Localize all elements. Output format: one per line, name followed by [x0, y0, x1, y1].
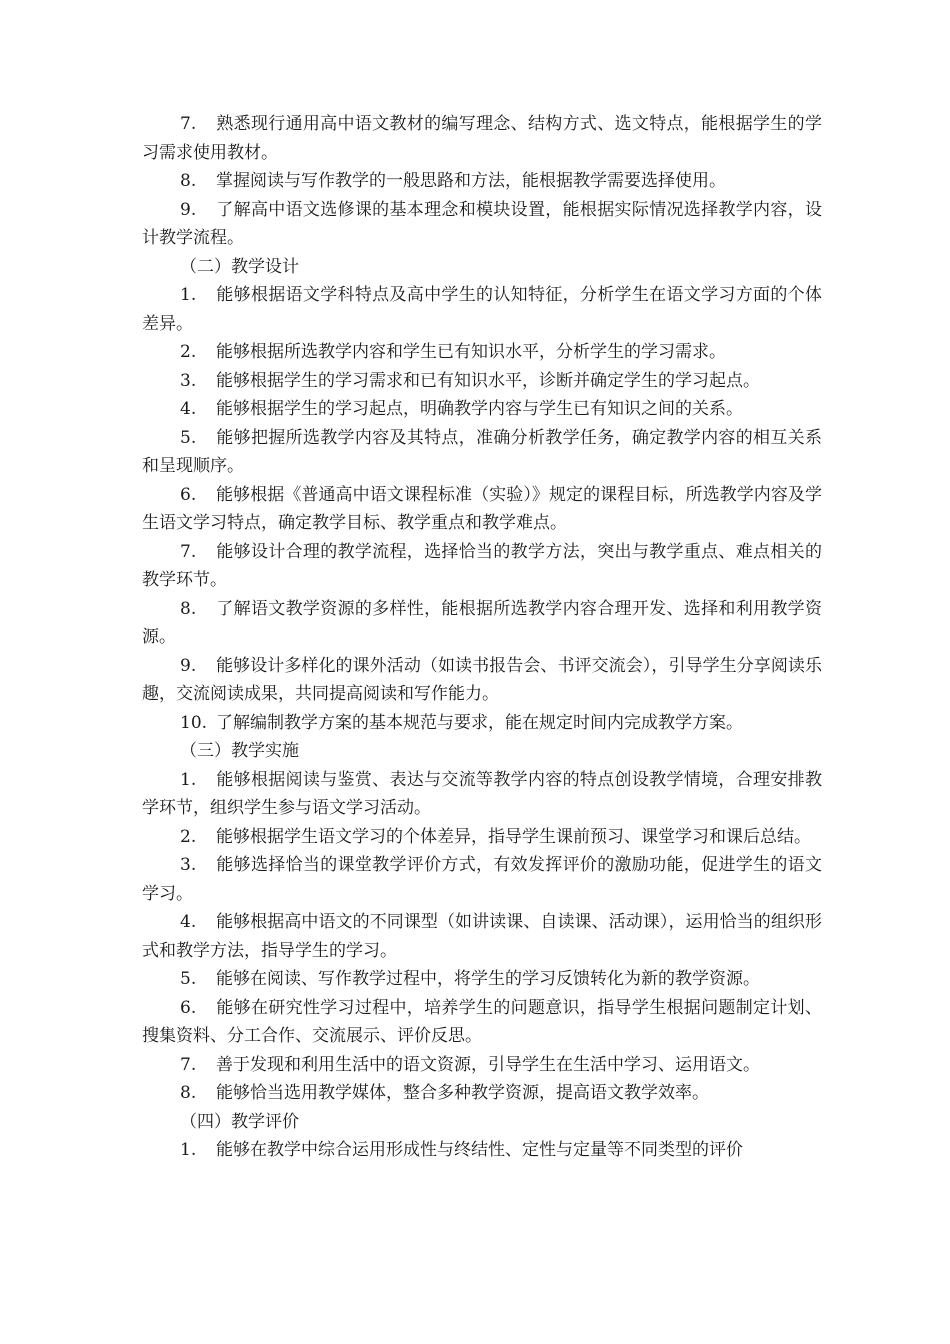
item-text: 能够根据阅读与鉴赏、表达与交流等教学内容的特点创设教学情境，合理安排教学环节，组织学生参与语文学习活动。 — [142, 769, 822, 818]
list-item — [142, 338, 822, 367]
item-number: 1. — [180, 1140, 197, 1160]
item-number: 2. — [180, 342, 197, 362]
item-text: 能够根据学生的学习起点，明确教学内容与学生已有知识之间的关系。 — [216, 399, 743, 419]
item-number: 9. — [180, 199, 197, 220]
list-item — [142, 652, 822, 709]
list-item — [142, 1136, 822, 1165]
list-item — [142, 851, 822, 908]
item-text: 能够根据高中语文的不同课型（如讲读课、自读课、活动课），运用恰当的组织形式和教学方法，指导学生的学习。 — [142, 912, 822, 961]
list-item — [142, 595, 822, 652]
item-number: 7. — [180, 541, 197, 562]
item-text: 能够根据学生的学习需求和已有知识水平，诊断并确定学生的学习起点。 — [216, 370, 760, 391]
list-item — [142, 709, 822, 738]
list-item — [142, 281, 822, 338]
item-number: 8. — [180, 598, 197, 619]
item-text: 了解语文教学资源的多样性，能根据所选教学内容合理开发、选择和利用教学资源。 — [142, 598, 822, 647]
item-number: 3. — [180, 370, 197, 391]
item-text: 了解编制教学方案的基本规范与要求，能在规定时间内完成教学方案。 — [216, 712, 743, 733]
list-item — [142, 481, 822, 538]
list-item — [142, 110, 822, 167]
list-item — [142, 395, 822, 424]
item-text: 能够根据语文学科特点及高中学生的认知特征，分析学生在语文学习方面的个体差异。 — [142, 285, 822, 334]
item-number: 8. — [180, 171, 197, 191]
item-number: 6. — [180, 484, 197, 505]
item-text: 能够设计合理的教学流程，选择恰当的教学方法，突出与教学重点、难点相关的教学环节。 — [142, 541, 822, 590]
list-item — [142, 1079, 822, 1108]
item-number: 1. — [180, 285, 197, 305]
item-number: 2. — [180, 826, 197, 847]
list-item — [142, 766, 822, 823]
list-item — [142, 196, 822, 253]
list-item — [142, 367, 822, 396]
item-number: 4. — [180, 399, 197, 419]
item-text: 能够把握所选教学内容及其特点，准确分析教学任务，确定教学内容的相互关系和呈现顺序。 — [142, 427, 822, 476]
item-text: 能够设计多样化的课外活动（如读书报告会、书评交流会），引导学生分享阅读乐趣，交流阅读成果，共同提高阅读和写作能力。 — [142, 655, 822, 704]
item-number: 3. — [180, 855, 197, 875]
item-number: 5. — [180, 969, 197, 989]
list-item — [142, 538, 822, 595]
item-text: 善于发现和利用生活中的语文资源，引导学生在生活中学习、运用语文。 — [216, 1054, 760, 1075]
item-number: 7. — [180, 114, 197, 134]
document-page — [142, 110, 822, 1165]
item-number: 9. — [180, 655, 197, 676]
item-text: 能够根据所选教学内容和学生已有知识水平，分析学生的学习需求。 — [216, 342, 726, 362]
item-number: 1. — [180, 769, 197, 790]
item-text: 能够在研究性学习过程中，培养学生的问题意识，指导学生根据问题制定计划、搜集资料、分工合作、交流展示、评价反思。 — [142, 997, 822, 1046]
item-text: 了解高中语文选修课的基本理念和模块设置，能根据实际情况选择教学内容，设计教学流程。 — [142, 199, 822, 248]
item-text: 能够根据《普通高中语文课程标准（实验）》规定的课程目标，所选教学内容及学生语文学习特点，确定教学目标、教学重点和教学难点。 — [142, 484, 822, 533]
list-item — [142, 908, 822, 965]
item-text: 能够选择恰当的课堂教学评价方式，有效发挥评价的激励功能，促进学生的语文学习。 — [142, 855, 822, 904]
list-item — [142, 823, 822, 852]
item-text: 熟悉现行通用高中语文教材的编写理念、结构方式、选文特点，能根据学生的学习需求使用教材。 — [142, 114, 822, 163]
section-heading: （四）教学评价 — [180, 1111, 299, 1132]
list-item — [142, 167, 822, 196]
item-text: 能够在阅读、写作教学过程中，将学生的学习反馈转化为新的教学资源。 — [216, 969, 760, 989]
item-text: 能够恰当选用教学媒体，整合多种教学资源，提高语文教学效率。 — [216, 1083, 709, 1103]
list-item — [142, 994, 822, 1051]
list-item — [142, 965, 822, 994]
section-heading: （三）教学实施 — [180, 741, 299, 761]
list-item — [142, 1051, 822, 1080]
list-item — [142, 424, 822, 481]
item-text: 掌握阅读与写作教学的一般思路和方法，能根据教学需要选择使用。 — [216, 171, 726, 191]
item-number: 4. — [180, 912, 197, 932]
item-number: 5. — [180, 427, 197, 448]
item-number: 10. — [180, 712, 208, 733]
item-number: 8. — [180, 1083, 197, 1103]
item-text: 能够根据学生语文学习的个体差异，指导学生课前预习、课堂学习和课后总结。 — [216, 826, 811, 847]
item-number: 6. — [180, 997, 197, 1018]
item-number: 7. — [180, 1054, 197, 1075]
item-text: 能够在教学中综合运用形成性与终结性、定性与定量等不同类型的评价 — [216, 1140, 743, 1160]
section-heading: （二）教学设计 — [180, 256, 299, 277]
